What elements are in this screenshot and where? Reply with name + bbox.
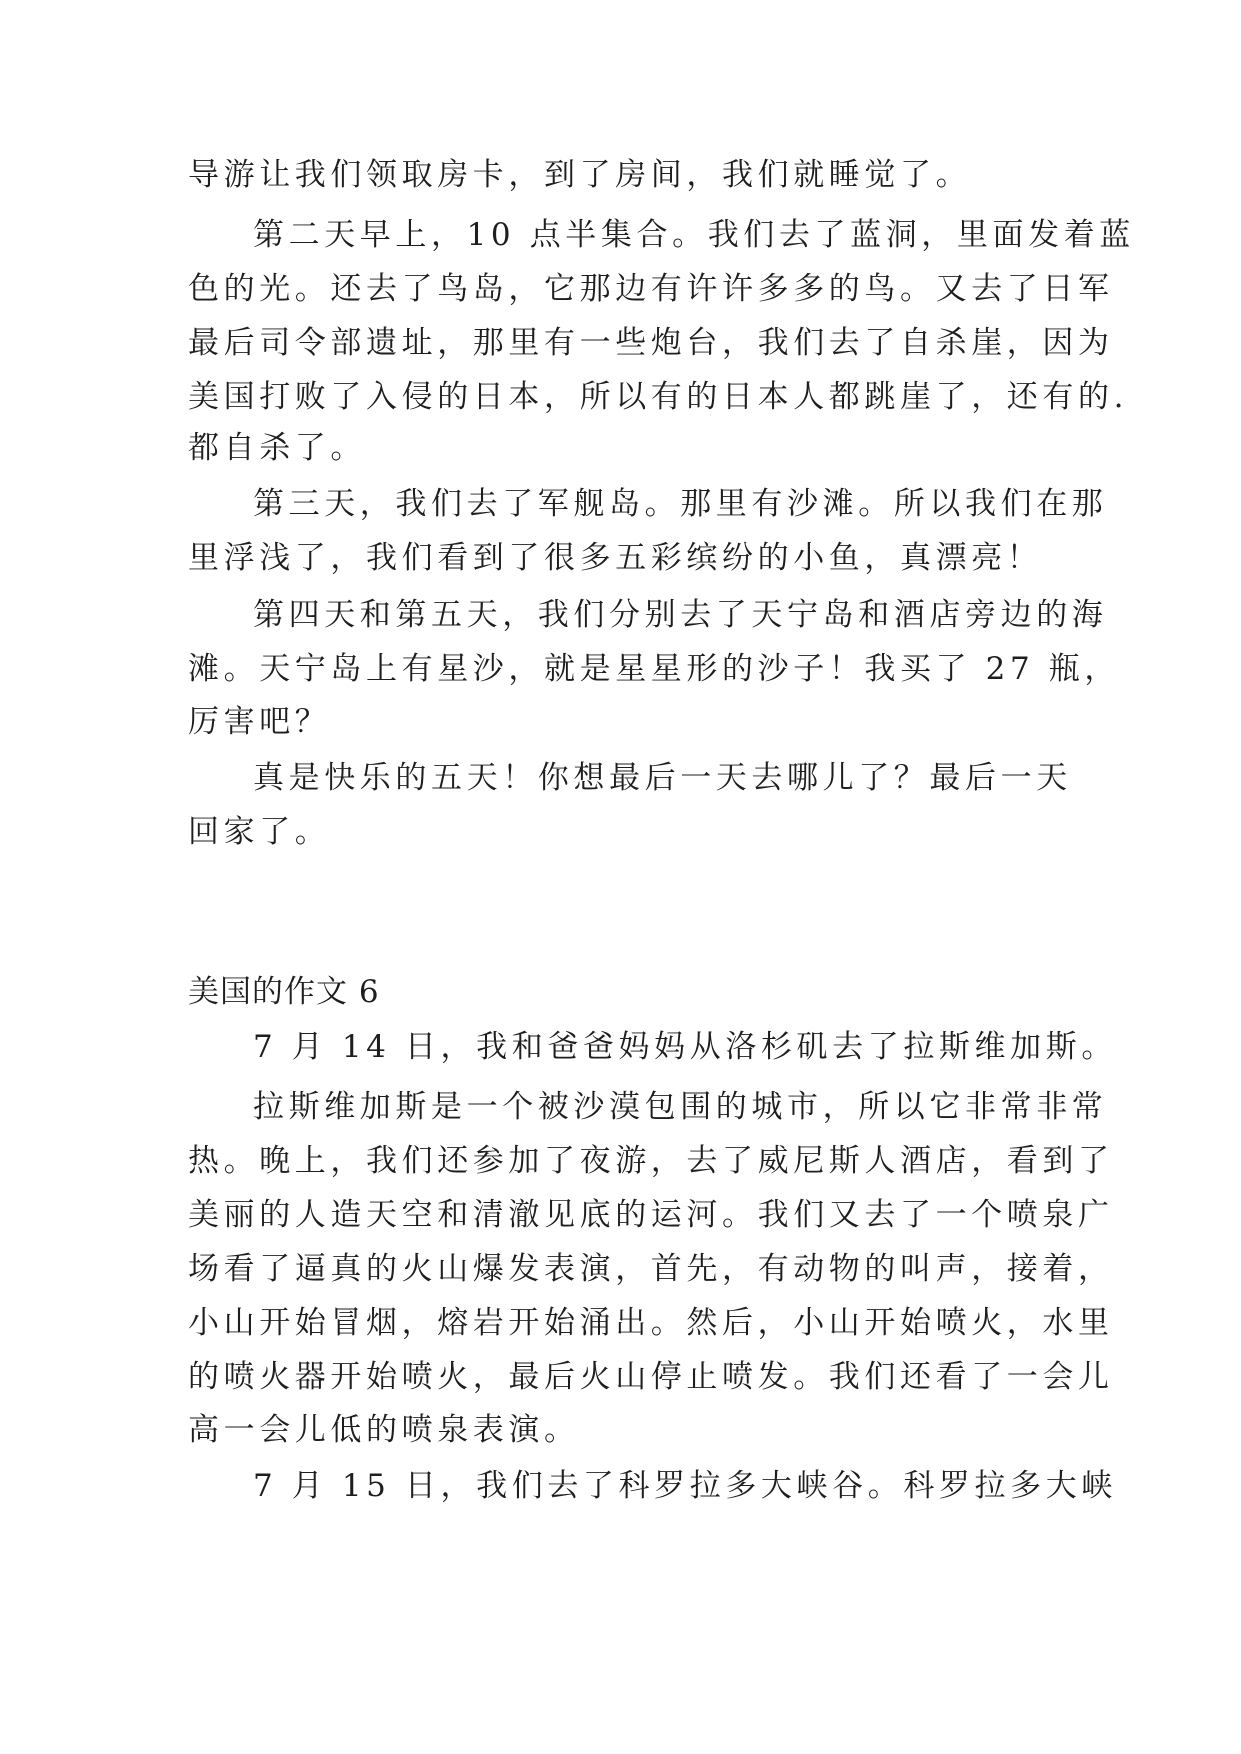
paragraph-line: 小山开始冒烟，熔岩开始涌出。然后，小山开始喷火，水里 (188, 1305, 1114, 1341)
essay-title: 美国的作文 6 (188, 974, 380, 1010)
paragraph-line: 最后司令部遗址，那里有一些炮台，我们去了自杀崖，因为 (188, 325, 1114, 361)
paragraph-line: 场看了逼真的火山爆发表演，首先，有动物的叫声，接着， (188, 1251, 1114, 1287)
paragraph-line: 7 月 14 日，我和爸爸妈妈从洛杉矶去了拉斯维加斯。 (253, 1029, 1117, 1065)
paragraph-line: 第三天，我们去了军舰岛。那里有沙滩。所以我们在那 (253, 486, 1108, 522)
paragraph-line: 色的光。还去了鸟岛，它那边有许许多多的鸟。又去了日军 (188, 271, 1114, 307)
paragraph-line: 导游让我们领取房卡，到了房间，我们就睡觉了。 (188, 157, 972, 193)
paragraph-line: 都自杀了。 (188, 430, 366, 466)
paragraph-line: 美国打败了入侵的日本，所以有的日本人都跳崖了，还有的. (188, 379, 1129, 415)
paragraph-line: 拉斯维加斯是一个被沙漠包围的城市，所以它非常非常 (253, 1089, 1108, 1125)
paragraph-line: 厉害吧？ (188, 704, 331, 740)
paragraph-line: 里浮浅了，我们看到了很多五彩缤纷的小鱼，真漂亮！ (188, 540, 1043, 576)
paragraph-line: 7 月 15 日，我们去了科罗拉多大峡谷。科罗拉多大峡 (253, 1468, 1117, 1504)
paragraph-line: 热。晚上，我们还参加了夜游，去了威尼斯人酒店，看到了 (188, 1143, 1114, 1179)
paragraph-line: 美丽的人造天空和清澈见底的运河。我们又去了一个喷泉广 (188, 1197, 1114, 1233)
paragraph-line: 滩。天宁岛上有星沙，就是星星形的沙子！我买了 27 瓶， (188, 651, 1120, 687)
paragraph-line: 真是快乐的五天！你想最后一天去哪儿了？最后一天 (253, 760, 1072, 796)
paragraph-line: 第四天和第五天，我们分别去了天宁岛和酒店旁边的海 (253, 597, 1108, 633)
paragraph-line: 回家了。 (188, 814, 331, 850)
paragraph-line: 第二天早上，10 点半集合。我们去了蓝洞，里面发着蓝 (253, 217, 1135, 253)
paragraph-line: 的喷火器开始喷火，最后火山停止喷发。我们还看了一会儿 (188, 1359, 1114, 1395)
paragraph-line: 高一会儿低的喷泉表演。 (188, 1412, 580, 1448)
